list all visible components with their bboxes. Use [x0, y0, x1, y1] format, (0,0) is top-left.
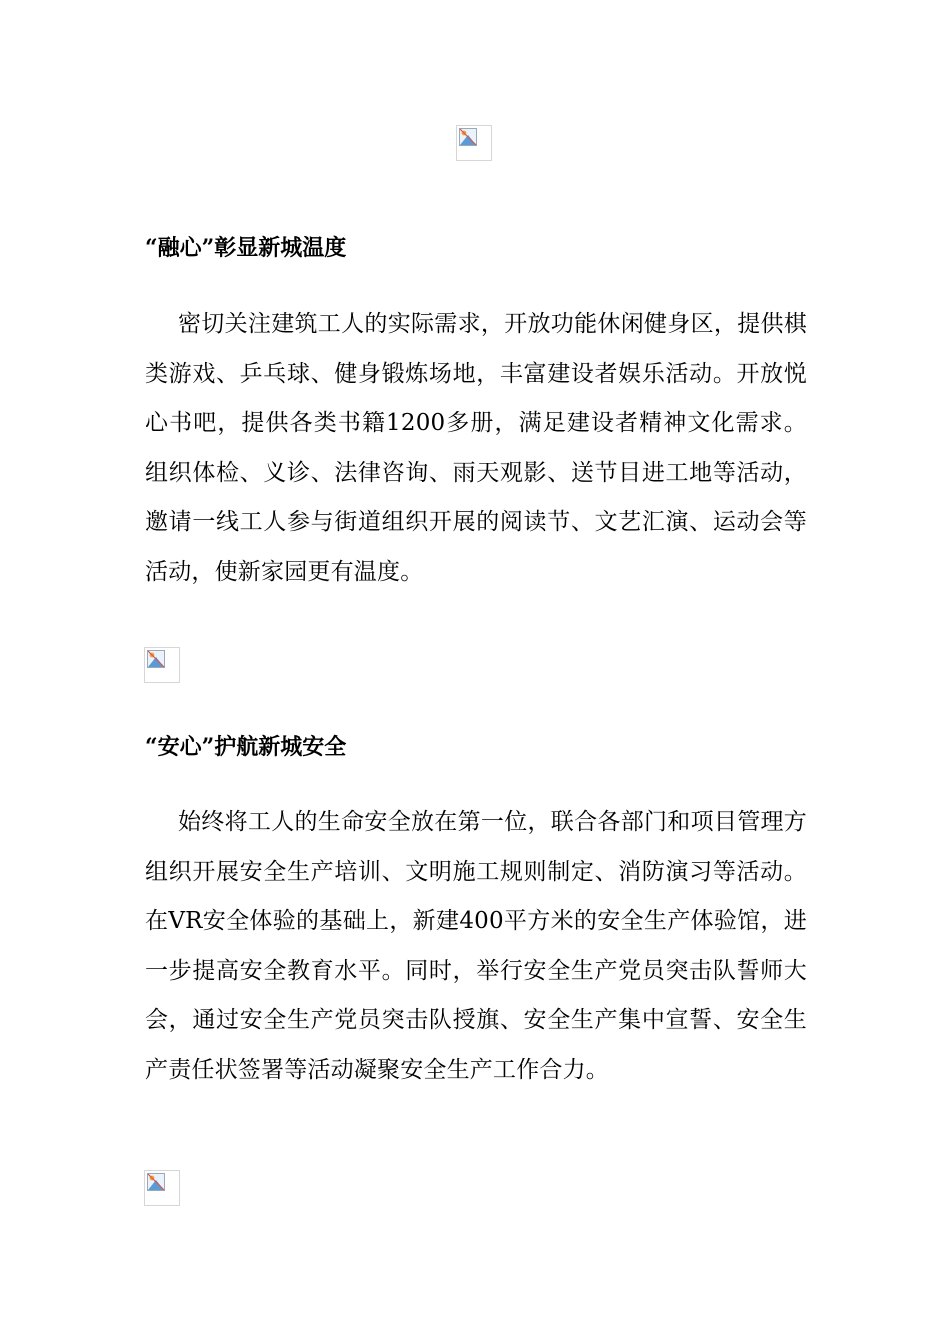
- section-heading-2: “安心”护航新城安全: [145, 734, 347, 760]
- broken-image-icon: [459, 128, 477, 146]
- section-body-1: 密切关注建筑工人的实际需求，开放功能休闲健身区，提供棋类游戏、乒乓球、健身锻炼场地，丰富建设者娱乐活动。开放悦心书吧，提供各类书籍1200多册，满足建设者精神文化需求。组织体检、义诊、法律咨询、雨天观影、送节目进工地等活动，邀请一线工人参与街道组织开展的阅读节、文艺汇演、运动会等活动，使新家园更有温度。: [145, 311, 807, 585]
- broken-image-icon: [147, 1173, 165, 1191]
- section-body-2: 始终将工人的生命安全放在第一位，联合各部门和项目管理方组织开展安全生产培训、文明施工规则制定、消防演习等活动。在VR安全体验的基础上，新建400平方米的安全生产体验馆，进一步提高安全教育水平。同时，举行安全生产党员突击队誓师大会，通过安全生产党员突击队授旗、安全生产集中宣誓、安全生产责任状签署等活动凝聚安全生产工作合力。: [145, 809, 807, 1083]
- broken-image-icon: [147, 650, 165, 668]
- image-placeholder-bottom: [144, 1170, 180, 1206]
- section-heading-1: “融心”彰显新城温度: [145, 235, 347, 261]
- image-placeholder-top: [456, 125, 492, 161]
- image-placeholder-middle: [144, 647, 180, 683]
